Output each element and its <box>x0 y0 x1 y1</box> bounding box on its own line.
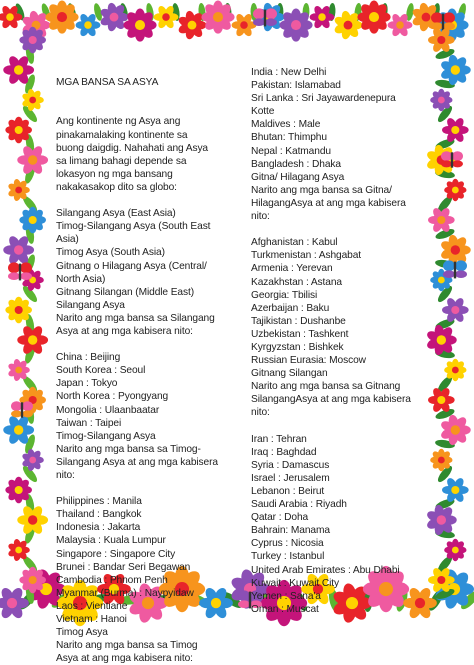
spacer <box>56 338 246 351</box>
flower-icon <box>444 359 466 381</box>
text-line: North Korea : Pyongyang <box>56 391 169 403</box>
text-line: Cambodia : Phnom Penh <box>56 574 168 586</box>
text-line: Lebanon : Beirut <box>251 486 325 497</box>
flower-icon <box>123 9 156 42</box>
flower-icon <box>444 539 466 561</box>
spacer <box>56 194 246 207</box>
text-line: Sri Lanka : Sri Jayawardenepura <box>251 93 396 105</box>
text-line: Bhutan: Thimphu <box>251 132 327 144</box>
text-line: Taiwan : Taipei <box>56 417 122 429</box>
flower-icon <box>425 324 456 356</box>
flower-icon <box>45 1 78 34</box>
text-line: Narito ang mga bansa sa Silangang <box>56 312 215 324</box>
flower-icon <box>425 504 456 536</box>
text-line: Azerbaijan : Baku <box>251 302 330 314</box>
text-line: Asya at ang mga kabisera nito: <box>56 325 193 337</box>
text-line: Narito ang mga bansa sa Gitnang <box>251 381 401 393</box>
text-line: Afghanistan : Kabul <box>251 237 338 249</box>
left-text-column <box>56 50 246 665</box>
text-line: Philippines : Manila <box>56 496 142 508</box>
text-line: Iraq : Baghdad <box>251 446 317 458</box>
flower-icon <box>444 179 466 201</box>
butterfly-icon <box>443 260 467 278</box>
text-line: Kazakhstan : Astana <box>251 276 342 288</box>
text-line: Syria : Damascus <box>251 459 330 471</box>
butterfly-icon <box>11 401 33 418</box>
text-line: Vietnam : Hanoi <box>56 614 127 626</box>
flower-icon <box>0 586 29 620</box>
right-text-column <box>251 66 426 616</box>
text-line: Asia) <box>56 234 79 246</box>
flower-icon <box>357 1 390 34</box>
text-line: Tajikistan : Dushanbe <box>251 315 346 327</box>
text-line: Pakistan: Islamabad <box>251 80 341 92</box>
text-line: Kuwait : Kuwait City <box>251 577 340 589</box>
text-line: Uzbekistan : Tashkent <box>251 328 349 340</box>
text-line: Timog-Silangang Asya <box>56 430 156 442</box>
text-line: Cyprus : Nicosia <box>251 538 324 550</box>
text-line: Israel : Jerusalem <box>251 472 330 484</box>
text-line: Silangang Asya (East Asia) <box>56 208 176 220</box>
flower-icon <box>430 449 452 471</box>
text-line: Turkmenistan : Ashgabat <box>251 250 362 262</box>
text-line: Iran : Tehran <box>251 433 307 445</box>
flower-icon <box>19 567 46 594</box>
flower-icon <box>19 207 46 234</box>
spacer <box>251 223 426 236</box>
flower-icon <box>442 116 469 143</box>
text-line: nito: <box>251 407 270 419</box>
flower-icon <box>5 477 32 504</box>
text-line: Georgia: Tbilisi <box>251 289 318 301</box>
text-line: nito: <box>251 211 270 223</box>
text-line: Oman : Muscat <box>251 603 319 615</box>
text-line: sa limang bahagi depende sa <box>56 155 187 167</box>
flower-icon <box>442 296 469 323</box>
text-line: Timog-Silangang Asya (South East <box>56 221 211 233</box>
text-line: Silangang Asya <box>56 299 125 311</box>
text-line: Saudi Arabia : Riyadh <box>251 499 347 511</box>
text-line: Nepal : Katmandu <box>251 145 331 157</box>
text-line: Ang kontinente ng Asya ang <box>56 116 181 128</box>
text-line: Narito ang mga bansa sa Gitna/ <box>251 184 392 196</box>
flower-icon <box>201 1 234 34</box>
text-line: Kotte <box>251 106 275 118</box>
text-line: Gitna/ Hilagang Asya <box>251 171 345 183</box>
text-line: Japan : Tokyo <box>56 378 118 390</box>
flower-icon <box>442 476 469 503</box>
text-line: HilagangAsya at ang mga kabisera <box>251 197 406 209</box>
text-line: Thailand : Bangkok <box>56 509 142 521</box>
text-line: Indonesia : Jakarta <box>56 522 141 534</box>
spacer <box>56 102 246 115</box>
flower-icon <box>430 89 452 111</box>
spacer <box>56 482 246 495</box>
text-line: South Korea : Seoul <box>56 365 146 377</box>
butterfly-icon <box>431 12 455 30</box>
text-line: Gitnang Silangan (Middle East) <box>56 286 195 298</box>
text-line: Russian Eurasia: Moscow <box>251 355 366 367</box>
text-line: Myanmar (Burma) : Naypyidaw <box>56 587 194 599</box>
text-line: Silangang Asya at ang mga kabisera <box>56 456 218 468</box>
spacer <box>251 420 426 433</box>
text-line: Laos : Vientiane <box>56 600 128 612</box>
text-line: nakakasakop dito sa globo: <box>56 181 177 193</box>
text-line: Yemen : Sana'a <box>251 590 321 602</box>
text-line: Bahrain: Manama <box>251 525 330 537</box>
text-line: lokasyon ng mga bansang <box>56 168 173 180</box>
text-line: Timog Asya <box>56 627 108 639</box>
text-line: Gitnang o Hilagang Asya (Central/ <box>56 260 207 272</box>
text-line: Kyrgyzstan : Bishkek <box>251 341 344 353</box>
text-line: pinakamalaking kontinente sa <box>56 129 188 141</box>
text-line: United Arab Emirates : Abu Dhabi <box>251 564 400 576</box>
document-title: MGA BANSA SA ASYA <box>56 77 159 89</box>
text-line: Malaysia : Kuala Lumpur <box>56 535 166 547</box>
text-line: Mongolia : Ulaanbaatar <box>56 404 160 416</box>
flower-icon <box>19 27 46 54</box>
text-line: Brunei : Bandar Seri Begawan <box>56 561 191 573</box>
butterfly-icon <box>253 8 277 26</box>
flower-icon <box>5 117 32 144</box>
text-line: Qatar : Doha <box>251 512 309 524</box>
text-line: China : Beijing <box>56 352 121 364</box>
text-line: SilangangAsya at ang mga kabisera <box>251 394 411 406</box>
text-line: Timog Asya (South Asia) <box>56 247 165 259</box>
text-line: Bangladesh : Dhaka <box>251 158 341 170</box>
text-line: Narito ang mga bansa sa Timog- <box>56 443 201 455</box>
flower-icon <box>5 297 32 324</box>
text-line: North Asia) <box>56 273 106 285</box>
text-line: Gitnang Silangan <box>251 368 328 380</box>
text-line: Asya at ang mga kabisera nito: <box>56 653 193 665</box>
text-line: Singapore : Singapore City <box>56 548 176 560</box>
butterfly-icon <box>441 151 463 168</box>
text-line: Maldives : Male <box>251 119 321 131</box>
text-line: Armenia : Yerevan <box>251 263 333 275</box>
text-line: buong daigdig. Nahahati ang Asya <box>56 142 208 154</box>
text-line: nito: <box>56 470 75 481</box>
text-line: Turkey : Istanbul <box>251 551 325 563</box>
text-line: India : New Delhi <box>251 67 327 78</box>
text-line: Narito ang mga bansa sa Timog <box>56 640 198 652</box>
butterfly-icon <box>8 262 32 280</box>
flower-icon <box>279 9 312 42</box>
